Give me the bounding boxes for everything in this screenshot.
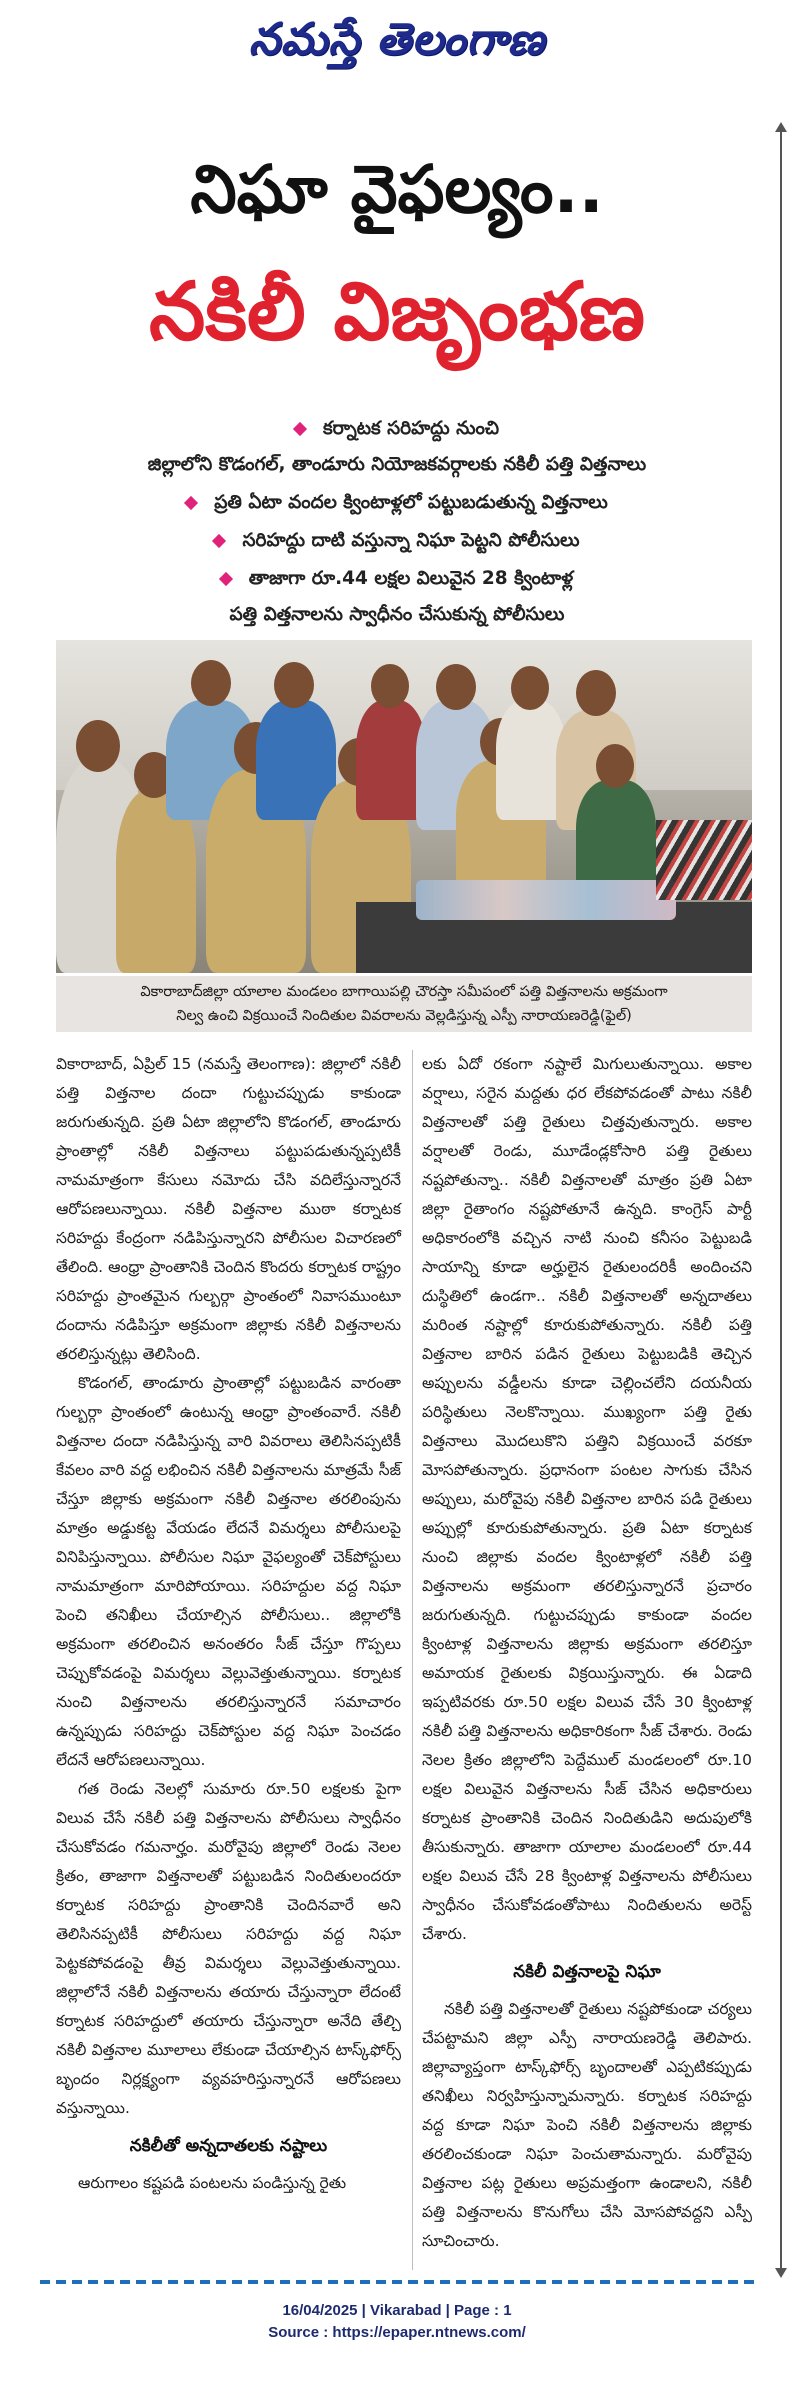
caption-line-2: నిల్వ ఉంచి విక్రయించే నిందితుల వివరాలను వెల్లడిస్తున్న ఎస్పీ నారాయణరెడ్డి(ఫైల్‌) [176,1008,632,1024]
article-column-right [422,1050,752,2256]
diamond-bullet-icon [219,572,233,586]
footer-dotted-rule [40,2280,754,2284]
news-photo [56,640,752,973]
footer-date-edition: 16/04/2025 | Vikarabad | Page : 1 [282,2302,512,2319]
footer-source: Source : https://epaper.ntnews.com/ [268,2324,526,2341]
headline-line-2: నకిలీ విజృంభణ [149,265,645,358]
article-column-left [56,1050,401,2198]
bullet-item: తాజాగా రూ.44 లక్షల విలువైన 28 క్వింటాళ్ల [40,560,754,598]
masthead [0,10,794,72]
article-paragraph: ఆరుగాలం కష్టపడి పంటలను పండిస్తున్న రైతు [78,2174,347,2192]
section-subhead: నకిలీ విత్తనాలపై నిఘా [513,1962,661,1982]
headline-line-1: నిఘా వైఫల్యం.. [190,151,604,228]
section-subhead: నకిలీతో అన్నదాతలకు నష్టాలు [129,2136,328,2156]
article-paragraph: కొడంగల్‌, తాండూరు ప్రాంతాల్లో పట్టుబడిన వారంతా గుల్బర్గా ప్రాంతంలో ఉంటున్న ఆంధ్రా ప్రాంతంవారే. నకిలీ విత్తనాల దందా నడిపిస్తున్న వారి వివరాలు తెలిసినప్పటికీ కేవలం వారి వద్ద లభించిన నకిలీ విత్తనాలను మాత్రమే సీజ్‌ చేస్తూ జిల్లాకు అక్రమంగా నకిలీ విత్తనాల తరలింపును మాత్రం అడ్డుకట్ట వేయడం లేదనే విమర్శలు పోలీసులపై వినిపిస్తున్నాయి. పోలీసుల నిఘా వైఫల్యంతో చెక్‌పోస్టులు నామమాత్రంగా మారిపోయాయి. సరిహద్దుల వద్ద నిఘా పెంచి తనిఖీలు చేయాల్సిన పోలీసులు.. జిల్లాలోకి అక్రమంగా తరలించిన అనంతరం సీజ్‌ చేస్తూ గొప్పలు చెప్పుకోవడంపై విమర్శలు వెల్లువెత్తుతున్నాయి. కర్నాటక నుంచి విత్తనాలను తరలిస్తున్నారనే సమాచారం ఉన్నప్పుడు సరిహద్దు చెక్‌పోస్టుల వద్ద నిఘా పెంచడం లేదనే ఆరోపణలున్నాయి. [56,1374,401,1769]
article-paragraph: గత రెండు నెలల్లో సుమారు రూ.50 లక్షలకు పైగా విలువ చేసే నకిలీ పత్తి విత్తనాలను పోలీసులు స్వాధీనం చేసుకోవడం గమనార్హం. మరోవైపు జిల్లాలో రెండు నెలల క్రితం, తాజాగా విత్తనాలతో పట్టుబడిన నిందితులందరూ కర్నాటక సరిహద్దు ప్రాంతానికి చెందినవారే అని తెలిసినప్పటికీ పోలీసులు సరిహద్దు వద్ద నిఘా పెట్టకపోవడంపై తీవ్ర విమర్శలు వెల్లువెత్తుతున్నాయి. జిల్లాలోనే నకిలీ విత్తనాలను తయారు చేస్తున్నారా లేదంటే కర్నాటక సరిహద్దులో తయారు చేస్తున్నారా అనేది తేల్చి నకిలీ విత్తనాల మూలాలు లేకుండా చేయాల్సిన టాస్క్‌ఫోర్స్‌ బృందం నిర్లక్ష్యంగా వ్యవహరిస్తున్నారనే ఆరోపణలు వస్తున్నాయి. [56,1780,401,2117]
caption-line-1: వికారాబాద్‌జిల్లా యాలాల మండలం బాగాయిపల్లి చౌరస్తా సమీపంలో పత్తి విత్తనాలను అక్రమంగా [140,984,668,1000]
bullet-item-continuation: జిల్లాలోని కొడంగల్‌, తాండూరు నియోజకవర్గాలకు నకిలీ పత్తి విత్తనాలు [147,454,647,475]
article-paragraph: నకిలీ పత్తి విత్తనాలతో రైతులు నష్టపోకుండా చర్యలు చేపట్టామని జిల్లా ఎస్పీ నారాయణరెడ్డి తెలిపారు. జిల్లావ్యాప్తంగా టాస్క్‌ఫోర్స్‌ బృందాలతో ఎప్పటికప్పుడు తనిఖీలు నిర్వహిస్తున్నామన్నారు. కర్నాటక సరిహద్దు వద్ద కూడా నిఘా పెంచి నకిలీ విత్తనాలను జిల్లాకు తరలించకుండా నిఘా పెంచుతామన్నారు. మరోవైపు విత్తనాల పట్ల రైతులు అప్రమత్తంగా ఉండాలని, నకిలీ పత్తి విత్తనాలను కొనుగోలు చేసి మోసపోవద్దని ఎస్పీ సూచించారు. [422,2000,752,2250]
page-footer [0,2300,794,2344]
article-paragraph: వికారాబాద్‌, ఏప్రిల్‌ 15 (నమస్తే తెలంగాణ): జిల్లాలో నకిలీ పత్తి విత్తనాల దందా గుట్టుచప్పుడు కాకుండా జరుగుతున్నది. ప్రతి ఏటా జిల్లాలోని కొడంగల్‌, తాండూరు ప్రాంతాల్లో నకిలీ విత్తనాలు పట్టుపడుతున్నప్పటికీ నామమాత్రంగా కేసులు నమోదు చేసి వదిలేస్తున్నారనే ఆరోపణలున్నాయి. నకిలీ విత్తనాల ముఠా కర్నాటక సరిహద్దు కేంద్రంగా నడిపిస్తున్నారని పోలీసుల విచారణలో తేలింది. ఆంధ్రా ప్రాంతానికి చెందిన కొందరు కర్నాటక రాష్ట్రం సరిహద్దు ప్రాంతమైన గుల్బర్గా ప్రాంతంలో నివాసముంటూ దందాను నడిపిస్తూ అక్రమంగా జిల్లాకు నకిలీ విత్తనాలను తరలిస్తున్నట్లు తెలిసింది. [56,1055,401,1363]
column-divider [412,1050,413,2270]
bullet-item: కర్నాటక సరిహద్దు నుంచి [40,410,754,448]
article-paragraph: లకు ఏదో రకంగా నష్టాలే మిగులుతున్నాయి. అకాల వర్షాలు, సరైన మద్దతు ధర లేకపోవడంతో పాటు నకిలీ విత్తనాలతో పత్తి రైతులు చిత్తవుతున్నారు. అకాల వర్షాలతో రెండు, మూడేండ్లకోసారి పత్తి రైతులు నష్టపోతున్నా.. నకిలీ విత్తనాలతో మాత్రం ప్రతి ఏటా జిల్లా రైతాంగం నష్టపోతూనే ఉన్నది. కాంగ్రెస్‌ పార్టీ అధికారంలోకి వచ్చిన నాటి నుంచి కనీసం పెట్టుబడి సాయాన్ని కూడా అర్హులైన రైతులందరికీ అందించని దుస్థితిలో ఉండగా.. నకిలీ విత్తనాలతో అన్నదాతలు మరింత నష్టాల్లో కూరుకుపోతున్నారు. నకిలీ పత్తి విత్తనాల బారిన పడిన రైతులు పెట్టుబడికి తెచ్చిన అప్పులను వడ్డీలను కూడా చెల్లించలేని దయనీయ పరిస్థితులు నెలకొన్నాయి. ముఖ్యంగా పత్తి రైతు విత్తనాలు మొదలుకొని పత్తిని విక్రయించే వరకూ మోసపోతున్నారు. ప్రధానంగా పంటల సాగుకు చేసిన అప్పులు, మరోవైపు నకిలీ విత్తనాల బారిన పడి రైతులు అప్పుల్లో కూరుకుపోతున్నారు. ప్రతి ఏటా కర్నాటక నుంచి జిల్లాకు వందల క్వింటాళ్లలో నకిలీ పత్తి విత్తనాలను అక్రమంగా తరలిస్తున్నారనే ప్రచారం జరుగుతున్నది. గుట్టుచప్పుడు కాకుండా వందల క్వింటాళ్ల విత్తనాలను జిల్లాకు అక్రమంగా తరలిస్తూ అమాయక రైతులకు విక్రయిస్తున్నారు. ఈ ఏడాది ఇప్పటివరకు రూ.50 లక్షల విలువ చేసే 30 క్వింటాళ్ల నకిలీ పత్తి విత్తనాలను అధికారికంగా సీజ్‌ చేశారు. రెండు నెలల క్రితం జిల్లాలోని పెద్దేముల్‌ మండలంలో రూ.10 లక్షల విలువైన విత్తనాలను సీజ్‌ చేసిన అధికారులు కర్నాటక ప్రాంతానికి చెందిన నిందితుడిని అదుపులోకి తీసుకున్నారు. తాజాగా యాలాల మండలంలో రూ.44 లక్షల విలువ చేసే 28 క్వింటాళ్ల విత్తనాలను పోలీసులు స్వాధీనం చేసుకోవడంతోపాటు నిందితులను అరెస్ట్‌ చేశారు. [422,1055,752,1943]
diamond-bullet-icon [184,496,198,510]
vertical-arrow-rule [780,130,782,2270]
highlight-bullets [40,410,754,634]
diamond-bullet-icon [293,422,307,436]
bullet-item: ప్రతి ఏటా వందల క్వింటాళ్లలో పట్టుబడుతున్న విత్తనాలు [40,484,754,522]
newspaper-title: నమస్తే తెలంగాణ [248,14,546,65]
bullet-item: సరిహద్దు దాటి వస్తున్నా నిఘా పెట్టని పోలీసులు [40,522,754,560]
photo-caption [56,976,752,1032]
diamond-bullet-icon [212,534,226,548]
bullet-item-continuation: పత్తి విత్తనాలను స్వాధీనం చేసుకున్న పోలీసులు [229,604,565,625]
